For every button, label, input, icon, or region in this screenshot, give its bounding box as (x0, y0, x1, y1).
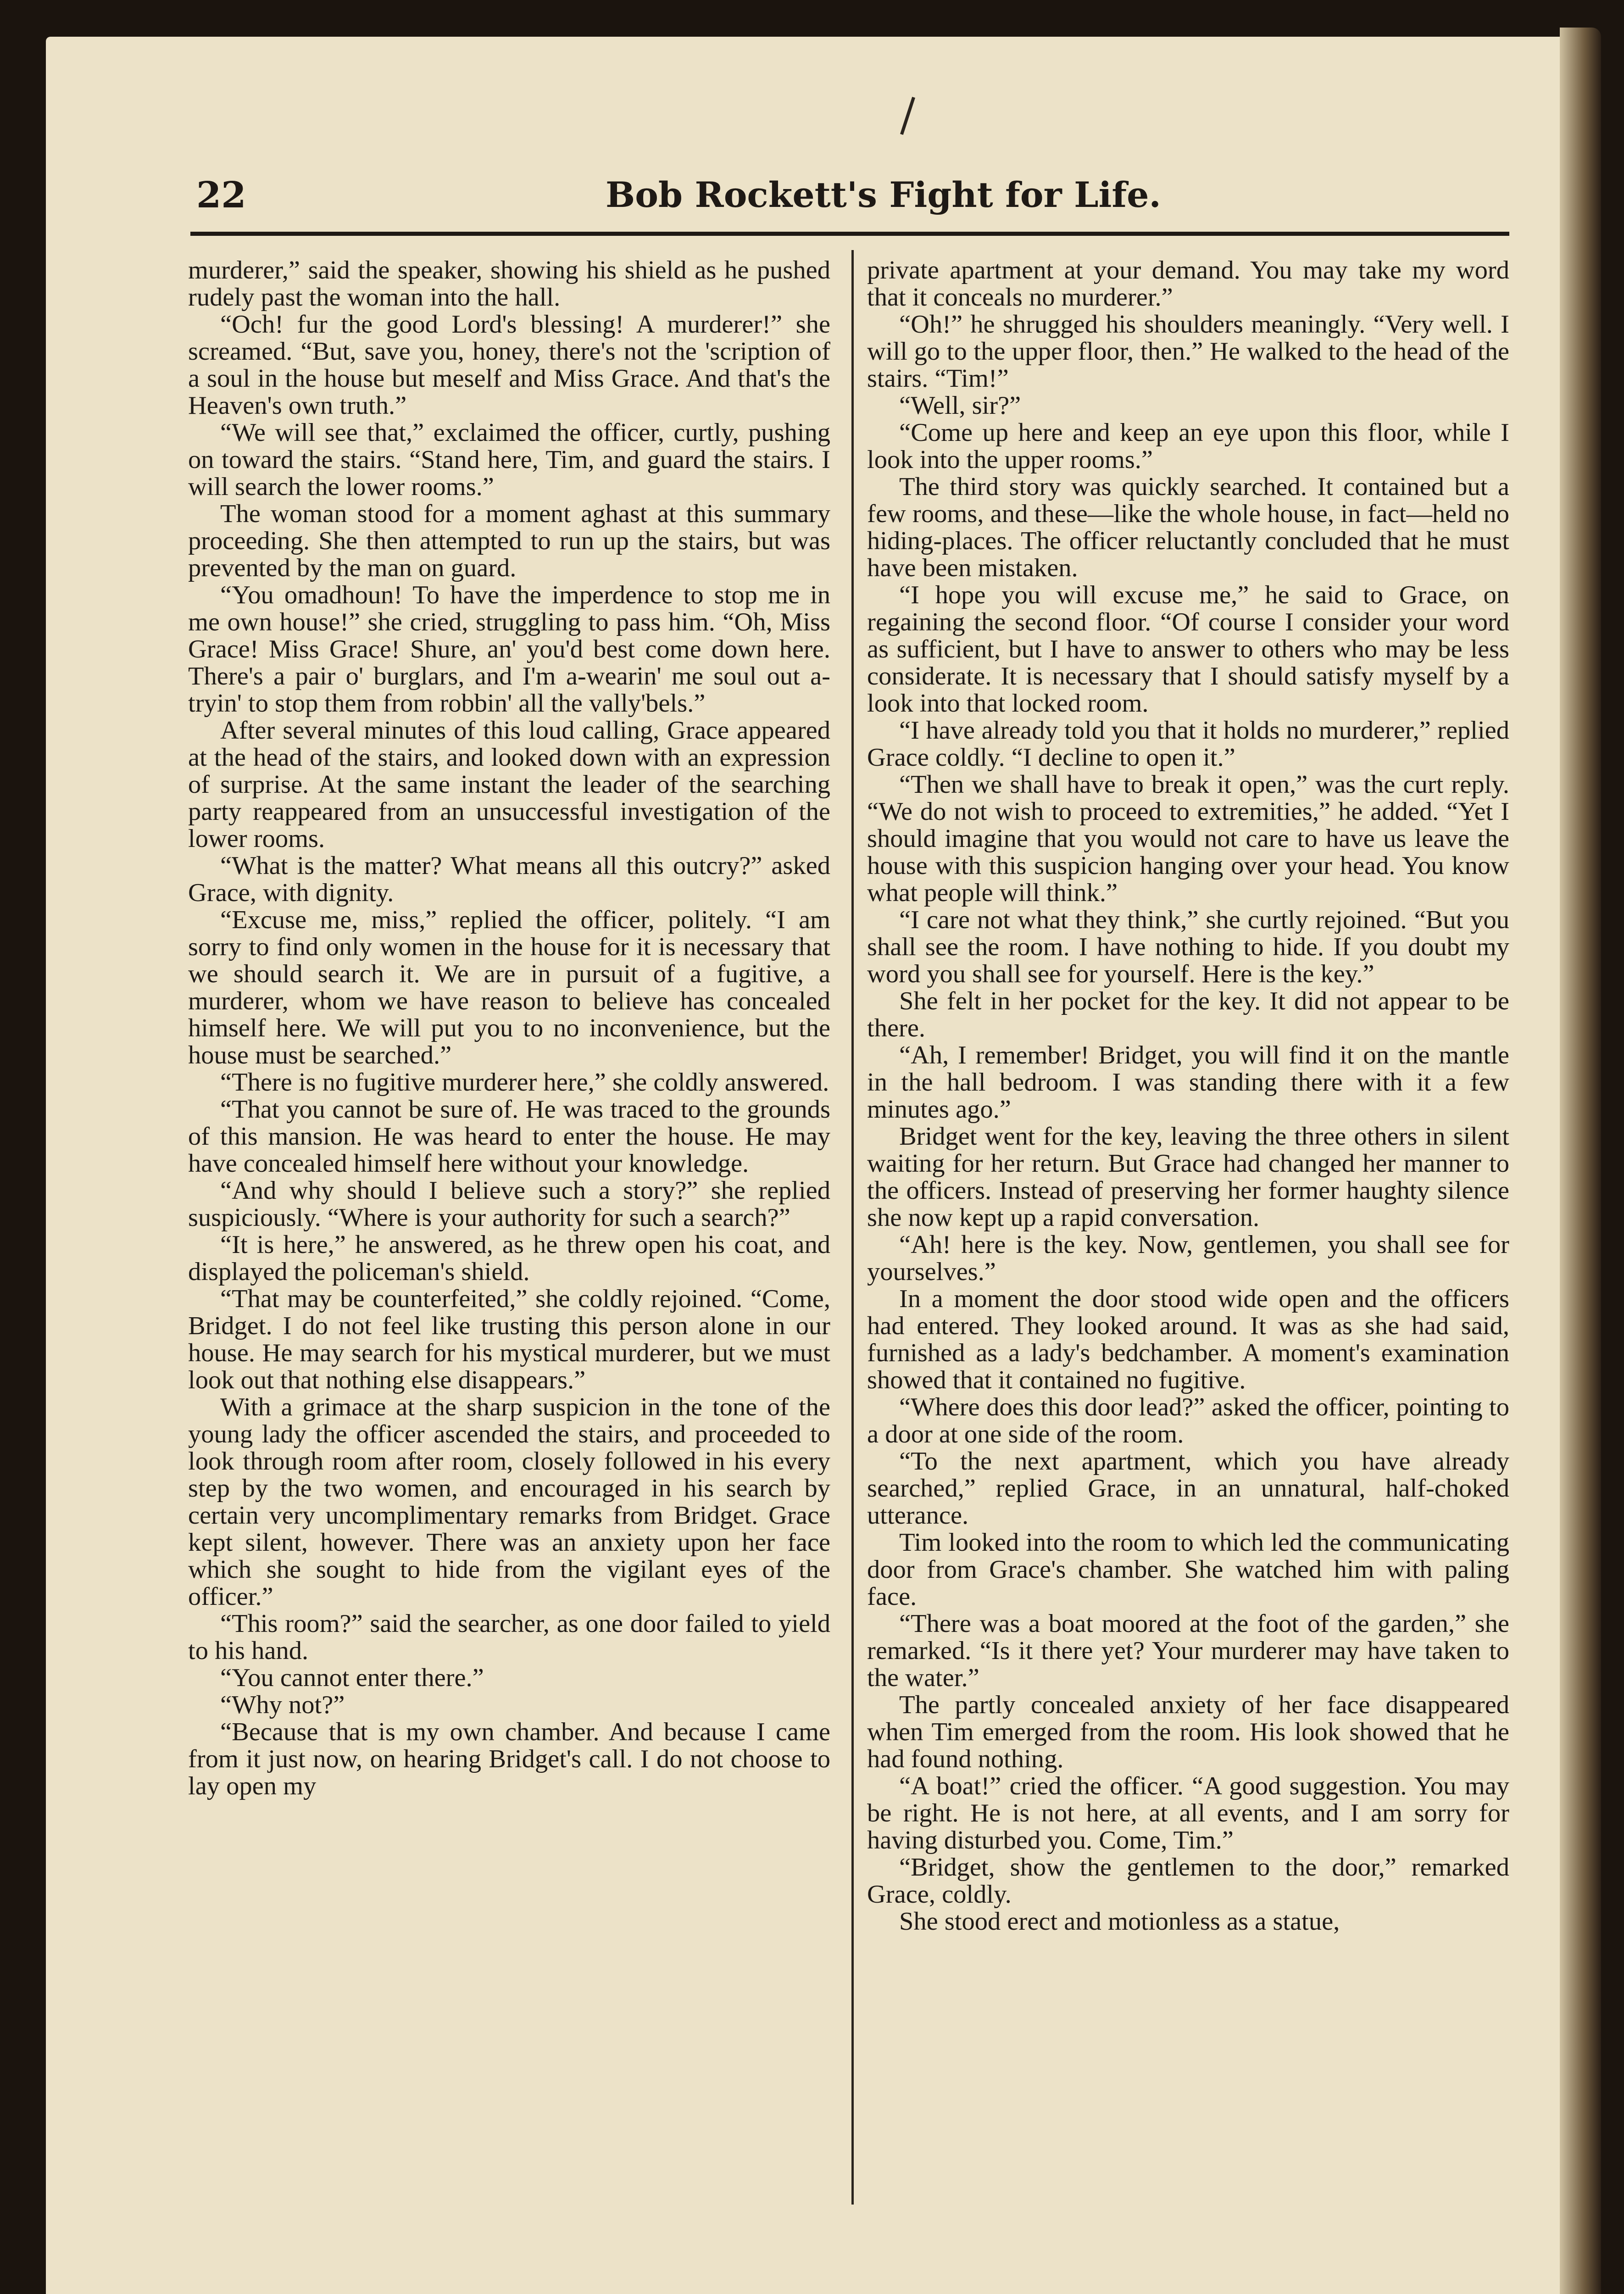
paragraph: “What is the matter? What means all this outcry?” asked Grace, with dignity. (188, 852, 830, 907)
paragraph: murderer,” said the speaker, showing his shield as he pushed rudely past the woman into the hall. (188, 256, 830, 312)
paragraph: “A boat!” cried the officer. “A good suggestion. You may be right. He is not here, at all events, and I am sorry for having disturbed you. Come, Tim.” (867, 1772, 1509, 1854)
paragraph: “Come up here and keep an eye upon this floor, while I look into the upper rooms.” (867, 418, 1509, 474)
paragraph: “Oh!” he shrugged his shoulders meaningly. “Very well. I will go to the upper floor, then.” He walked to the head of the stairs. “Tim!” (867, 310, 1509, 393)
paragraph: With a grimace at the sharp suspicion in the tone of the young lady the officer ascended the stairs, and proceeded to look through room after room, closely followed in his every step by the two women, and encouraged in his search by certain very uncomplimentary remarks from Bridget. Grace kept silent, however. There was an anxiety upon her face which she sought to hide from the vigilant eyes of the officer.” (188, 1393, 830, 1611)
paragraph: “Then we shall have to break it open,” was the curt reply. “We do not wish to proceed to extremities,” he added. “Yet I should imagine that you would not care to have us leave the house with this suspicion hanging over your head. You know what people will think.” (867, 770, 1509, 907)
paragraph: The partly concealed anxiety of her face disappeared when Tim emerged from the room. His look showed that he had found nothing. (867, 1691, 1509, 1773)
paragraph: “I have already told you that it holds no murderer,” replied Grace coldly. “I decline to open it.” (867, 716, 1509, 772)
header-rule (190, 232, 1509, 236)
paragraph: Tim looked into the room to which led the communicating door from Grace's chamber. She watched him with paling face. (867, 1528, 1509, 1611)
paragraph: In a moment the door stood wide open and the officers had entered. They looked around. It was as she had said, furnished as a lady's bedchamber. A moment's examination showed that it contained no fugitive. (867, 1285, 1509, 1394)
running-title: Bob Rockett's Fight for Life. (606, 174, 1161, 215)
paragraph: “We will see that,” exclaimed the officer, curtly, pushing on toward the stairs. “Stand here, Tim, and guard the stairs. I will search the lower rooms.” (188, 418, 830, 501)
paragraph: “Because that is my own chamber. And because I came from it just now, on hearing Bridget's call. I do not choose to lay open my (188, 1718, 830, 1800)
right-column (867, 257, 1509, 1935)
paragraph: “Why not?” (220, 1691, 345, 1719)
paragraph: “That may be counterfeited,” she coldly rejoined. “Come, Bridget. I do not feel like trusting this person alone in our house. He may search for his mystical murderer, but we must look out that nothing else disappears.” (188, 1285, 830, 1394)
page-number: 22 (196, 174, 246, 216)
paragraph: She stood erect and motionless as a statue, (899, 1907, 1340, 1936)
paragraph: The third story was quickly searched. It contained but a few rooms, and these—like the whole house, in fact—held no hiding-places. The officer reluctantly concluded that he must have been mistaken. (867, 473, 1509, 582)
paragraph: “There is no fugitive murderer here,” she coldly answered. (220, 1068, 829, 1097)
paragraph: “Och! fur the good Lord's blessing! A murderer!” she screamed. “But, save you, honey, there's not the 'scription of a soul in the house but meself and Miss Grace. And that's the Heaven's own truth.” (188, 310, 830, 420)
column-divider (851, 250, 854, 2205)
paragraph: “You omadhoun! To have the imperdence to stop me in me own house!” she cried, struggling to pass him. “Oh, Miss Grace! Miss Grace! Shure, an' you'd best come down here. There's a pair o' burglars, and I'm a-wearin' me soul out a-tryin' to stop them from robbin' all the vally'bels.” (188, 581, 830, 718)
paragraph: After several minutes of this loud calling, Grace appeared at the head of the stairs, and looked down with an expression of surprise. At the same instant the leader of the searching party reappeared from an unsuccessful investigation of the lower rooms. (188, 716, 830, 853)
left-column (188, 257, 830, 1800)
paragraph: “There was a boat moored at the foot of the garden,” she remarked. “Is it there yet? Your murderer may have taken to the water.” (867, 1609, 1509, 1692)
paragraph: “Ah, I remember! Bridget, you will find it on the mantle in the hall bedroom. I was standing there with it a few minutes ago.” (867, 1041, 1509, 1124)
paragraph: The woman stood for a moment aghast at this summary proceeding. She then attempted to run up the stairs, but was prevented by the man on guard. (188, 500, 830, 582)
paragraph: “To the next apartment, which you have already searched,” replied Grace, in an unnatural, half-choked utterance. (867, 1447, 1509, 1530)
page-edge-shadow (1560, 28, 1601, 2294)
paragraph: “You cannot enter there.” (220, 1664, 484, 1692)
paragraph: “That you cannot be sure of. He was traced to the grounds of this mansion. He was heard to enter the house. He may have concealed himself here without your knowledge. (188, 1095, 830, 1178)
paragraph: “I care not what they think,” she curtly rejoined. “But you shall see the room. I have nothing to hide. If you doubt my word you shall see for yourself. Here is the key.” (867, 906, 1509, 988)
paragraph: “Bridget, show the gentlemen to the door,” remarked Grace, coldly. (867, 1853, 1509, 1909)
paragraph: Bridget went for the key, leaving the three others in silent waiting for her return. But Grace had changed her manner to the officers. Instead of preserving her former haughty silence she now kept up a rapid conversation. (867, 1122, 1509, 1232)
paragraph: “Well, sir?” (899, 391, 1021, 420)
paragraph: “Ah! here is the key. Now, gentlemen, you shall see for yourselves.” (867, 1231, 1509, 1286)
paragraph: “And why should I believe such a story?” she replied suspiciously. “Where is your authority for such a search?” (188, 1176, 830, 1232)
paragraph: “Where does this door lead?” asked the officer, pointing to a door at one side of the room. (867, 1393, 1509, 1448)
paragraph: “It is here,” he answered, as he threw open his coat, and displayed the policeman's shield. (188, 1231, 830, 1286)
paragraph: “I hope you will excuse me,” he said to Grace, on regaining the second floor. “Of course I consider your word as sufficient, but I have to answer to others who may be less considerate. It is necessary that I should satisfy myself by a look into that locked room. (867, 581, 1509, 718)
paragraph: “Excuse me, miss,” replied the officer, politely. “I am sorry to find only women in the house for it is necessary that we should search it. We are in pursuit of a fugitive, a murderer, whom we have reason to believe has concealed himself here. We will put you to no inconvenience, but the house must be searched.” (188, 906, 830, 1069)
paragraph: She felt in her pocket for the key. It did not appear to be there. (867, 987, 1509, 1042)
paragraph: “This room?” said the searcher, as one door failed to yield to his hand. (188, 1609, 830, 1665)
paragraph: private apartment at your demand. You may take my word that it conceals no murderer.” (867, 256, 1509, 312)
